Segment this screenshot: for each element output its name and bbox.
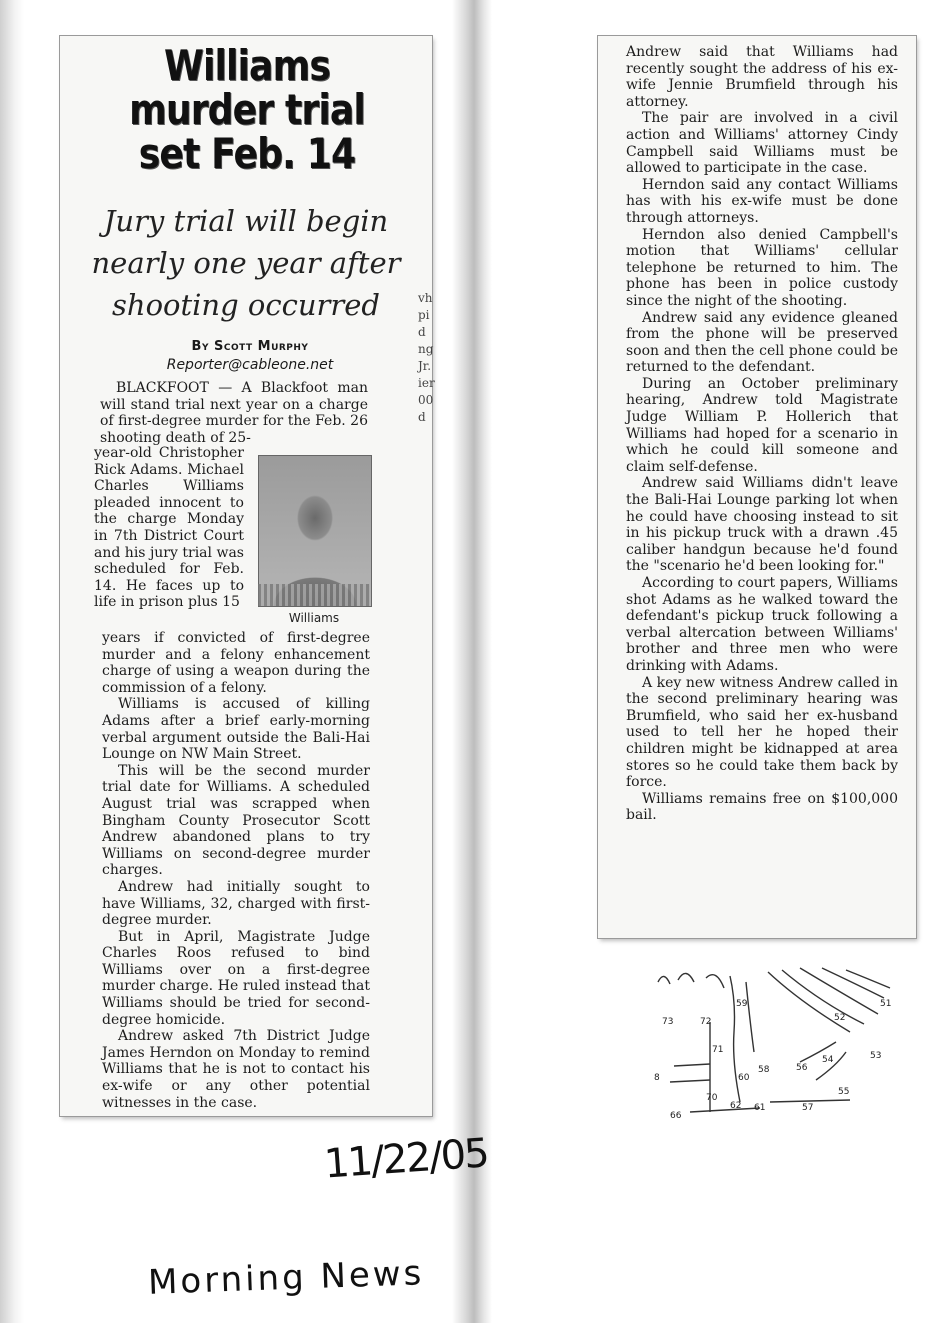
map-label: 72: [700, 1017, 712, 1027]
paragraph: BLACKFOOT — A Blackfoot man will stand trial next year on a charge of first-degree murder for the Feb. 26 shooting death of 25-: [100, 380, 368, 446]
paragraph: Andrew said Williams didn't leave the Bali-Hai Lounge parking lot when he could have choosing instead to sit in his pickup truck with a drawn .45 caliber handgun because he'd found the "scenario he'd been looking for.": [626, 475, 898, 575]
paragraph: Andrew had initially sought to have Williams, 32, charged with first-degree murder.: [102, 878, 370, 929]
paragraph: Williams remains free on $100,000 bail.: [626, 790, 898, 824]
paragraph: Herndon also denied Campbell's motion that Williams' cellular telephone be returned to him. The phone has been in police custody since the night of the shooting.: [626, 226, 898, 309]
map-label: 66: [670, 1111, 682, 1120]
handwritten-date: 11/22/05: [322, 1130, 490, 1188]
map-label: 58: [758, 1065, 770, 1075]
map-label: 51: [880, 999, 892, 1009]
paragraph: During an October preliminary hearing, Andrew told Magistrate Judge William P. Hollerich that Williams had hoped for a scenario in which he could kill someone and claim self-defense.: [626, 375, 898, 475]
headline-line: set Feb. 14: [138, 129, 356, 178]
map-label: 8: [654, 1073, 660, 1083]
article-body-wrap: [94, 445, 244, 611]
byline-email: Reporter@cableone.net: [166, 357, 334, 373]
photo-overlay: [258, 584, 370, 606]
paragraph: Andrew said any evidence gleaned from the phone will be preserved soon and then the cell phone could be returned to the defendant.: [626, 309, 898, 376]
map-label: 52: [834, 1013, 846, 1023]
paragraph: A key new witness Andrew called in the second preliminary hearing was Brumfield, who said her ex-husband used to tell her he hoped their children might be kidnapped at area stores so he could take them back by force.: [626, 674, 898, 791]
map-label: 62: [730, 1101, 742, 1111]
paragraph: According to court papers, Williams shot Adams as he walked toward the defendant's pickup truck following a verbal altercation between Williams' brother and three men who were drinking with Adams.: [626, 575, 898, 674]
byline-author: By Scott Murphy: [191, 339, 309, 354]
map-label: 61: [754, 1103, 766, 1113]
map-fragment: [650, 962, 910, 1120]
scanner-gutter: [452, 0, 492, 1323]
map-label: 55: [838, 1087, 850, 1097]
subheadline: [76, 200, 416, 326]
photo-caption: Williams: [288, 611, 340, 625]
subheadline-line: nearly one year after: [91, 246, 401, 280]
headline-line: Williams: [163, 41, 331, 90]
paragraph: year-old Christopher Rick Adams. Michael Charles Williams pleaded innocent to the charge Monday in 7th District Court and his jury trial was scheduled for Feb. 14. He faces up to life in prison plus 15: [94, 445, 244, 611]
article-body-right: [626, 44, 898, 824]
subheadline-line: Jury trial will begin: [103, 204, 389, 238]
paragraph: But in April, Magistrate Judge Charles Roos refused to bind Williams over on a first-degree murder charge. He ruled instead that Williams should be tried for second-degree homicide.: [102, 928, 370, 1028]
paragraph: Williams is accused of killing Adams after a brief early-morning verbal argument outside the Bali-Hai Lounge on NW Main Street.: [102, 696, 370, 763]
map-label: 71: [712, 1045, 724, 1055]
paragraph: Herndon said any contact Williams has with his ex-wife must be done through attorneys.: [626, 176, 898, 226]
scan-edge: [0, 0, 24, 1323]
map-label: 54: [822, 1055, 834, 1065]
handwritten-newspaper-name: Morning News: [147, 1253, 425, 1303]
byline: [120, 338, 380, 374]
headline: [105, 41, 389, 178]
paragraph: This will be the second murder trial date for Williams. A scheduled August trial was scrapped when Bingham County Prosecutor Scott Andrew abandoned plans to try Williams on second-degree murder charges.: [102, 762, 370, 879]
map-label: 57: [802, 1103, 814, 1113]
neighbor-column-fragment: vh pi d ng Jr. ier 00 d: [418, 291, 435, 424]
map-label: 60: [738, 1073, 750, 1083]
subheadline-line: shooting occurred: [112, 288, 380, 322]
paragraph: The pair are involved in a civil action and Williams' attorney Cindy Campbell said Williams must be allowed to participate in the case.: [626, 110, 898, 177]
map-label: 73: [662, 1017, 674, 1027]
article-body-left: [102, 630, 370, 1111]
map-label: 56: [796, 1063, 808, 1073]
paragraph: years if convicted of first-degree murder and a felony enhancement charge of using a weapon during the commission of a felony.: [102, 630, 370, 696]
article-body-lead: [100, 380, 368, 446]
headline-line: murder trial: [129, 85, 365, 134]
paragraph: Andrew said that Williams had recently sought the address of his ex-wife Jennie Brumfield through his attorney.: [626, 44, 898, 110]
map-label: 53: [870, 1051, 882, 1061]
map-label: 70: [706, 1093, 718, 1103]
map-label: 59: [736, 999, 748, 1009]
paragraph: Andrew asked 7th District Judge James Herndon on Monday to remind Williams that he is not to contact his ex-wife or any other potential witnesses in the case.: [102, 1028, 370, 1111]
